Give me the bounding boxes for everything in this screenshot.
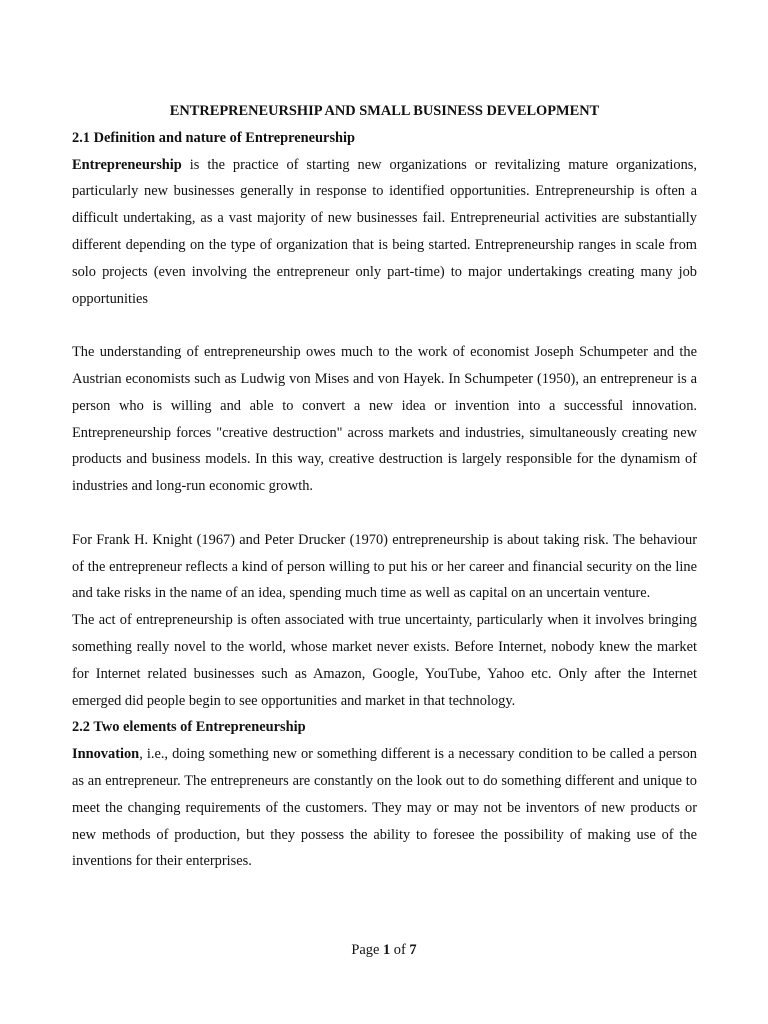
document-title: ENTREPRENEURSHIP AND SMALL BUSINESS DEVELOPMENT <box>169 103 600 119</box>
page-content <box>72 98 697 875</box>
paragraph-uncertainty: The act of entrepreneurship is often associated with true uncertainty, particularly when it involves bringing something really novel to the world, whose market never exists. Before Internet, nobody knew the market for Internet related businesses such as Amazon, Google, YouTube, Yahoo etc. Only after the Internet emerged did people begin to see opportunities and market in that technology. <box>72 612 697 709</box>
paragraph-definition <box>72 152 697 313</box>
paragraph-innovation-text: , i.e., doing something new or something different is a necessary condition to be called a person as an entrepreneur. The entrepreneurs are constantly on the look out to do something different and unique to meet the changing requirements of the customers. They may or may not be inventors of new products or new methods of production, but they possess the ability to foresee the possibility of making use of the inventions for their enterprises. <box>72 746 697 870</box>
total-page-count: 7 <box>409 942 417 958</box>
page-of-label: of <box>390 942 410 958</box>
term-entrepreneurship: Entrepreneurship <box>72 156 182 173</box>
paragraph-definition-text: is the practice of starting new organizations or revitalizing mature organizations, particularly new businesses generally in response to identified opportunities. Entrepreneurship is often a difficult undertaking, as a vast majority of new businesses fail. Entrepreneurial activities are substantially different depending on the type of organization that is being started. Entrepreneurship ranges in scale from solo projects (even involving the entrepreneur only part-time) to major undertakings creating many job opportunities <box>72 156 697 307</box>
paragraph-innovation <box>72 741 697 875</box>
paragraph-spacer <box>72 312 697 339</box>
term-innovation: Innovation <box>72 746 140 763</box>
section-heading-2-1: 2.1 Definition and nature of Entrepreneurship <box>72 129 356 146</box>
page-number-footer <box>0 940 768 960</box>
paragraph-spacer <box>72 500 697 527</box>
paragraph-schumpeter: The understanding of entrepreneurship owes much to the work of economist Joseph Schumpeter and the Austrian economists such as Ludwig von Mises and von Hayek. In Schumpeter (1950), an entrepreneur is a person who is willing and able to convert a new idea or invention into a successful innovation. Entrepreneurship forces "creative destruction" across markets and industries, simultaneously creating new products and business models. In this way, creative destruction is largely responsible for the dynamism of industries and long-run economic growth. <box>72 344 697 495</box>
paragraph-risk: For Frank H. Knight (1967) and Peter Drucker (1970) entrepreneurship is about taking risk. The behaviour of the entrepreneur reflects a kind of person willing to put his or her career and financial security on the line and take risks in the name of an idea, spending much time as well as capital on an uncertain venture. <box>72 531 697 602</box>
current-page-number: 1 <box>382 942 391 958</box>
page-label: Page <box>351 942 383 958</box>
section-heading-2-2: 2.2 Two elements of Entrepreneurship <box>72 719 306 736</box>
